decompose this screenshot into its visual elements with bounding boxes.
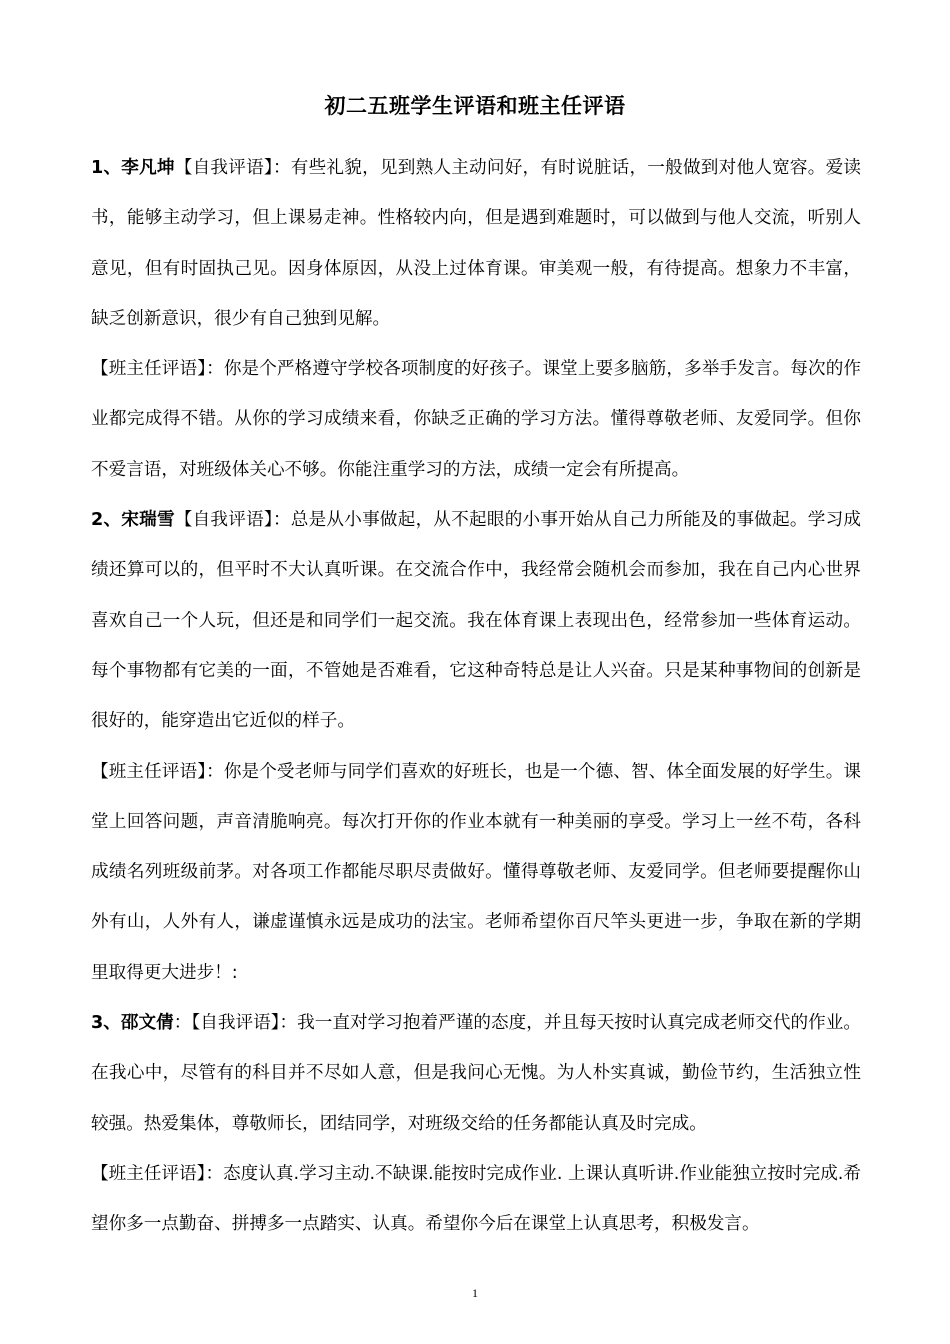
page-title: 初二五班学生评语和班主任评语 bbox=[324, 94, 626, 118]
entry-3-student-name: 3、邵文倩 bbox=[91, 1013, 174, 1034]
entry-1-self-label: 【自我评语】 bbox=[174, 158, 273, 178]
entry-2-self-text: ：总是从小事做起，从不起眼的小事开始从自己力所能及的事做起。学习成绩还算可以的，但平时不大认真听课。在交流合作中，我经常会随机会而参加，我在自己内心世界喜欢自己一个人玩，但还是和同学们一起交流。我在体育课上表现出色，经常参加一些体育运动。每个事物都有它美的一面，不管她是否难看，它这种奇特总是让人兴奋。只是某种事物间的创新是很好的，能穿造出它近似的样子。 bbox=[91, 510, 861, 732]
entry-1-teacher-label: 【班主任评语】 bbox=[91, 359, 207, 380]
entry-3-self-evaluation bbox=[91, 998, 861, 1149]
page-number: 1 bbox=[472, 1286, 478, 1300]
entry-2-teacher-text: ：你是个受老师与同学们喜欢的好班长，也是一个德、智、体全面发展的好学生。课堂上回答问题，声音清脆响亮。每次打开你的作业本就有一种美丽的享受。学习上一丝不苟，各科成绩名列班级前茅。对各项工作都能尽职尽责做好。懂得尊敬老师、友爱同学。但老师要提醒你山外有山，人外有人，谦虚谨慎永远是成功的法宝。老师希望你百尺竿头更进一步，争取在新的学期里取得更大进步！: bbox=[91, 761, 861, 983]
entry-3-teacher-evaluation bbox=[91, 1149, 861, 1250]
entry-1-teacher-evaluation bbox=[91, 344, 861, 495]
entry-3-separator: ： bbox=[173, 1013, 192, 1034]
entry-3-self-text: ：我一直对学习抱着严谨的态度，并且每天按时认真完成老师交代的作业。在我心中，尽管有的科目并不尽如人意，但是我问心无愧。为人朴实真诚，勤俭节约，生活独立性较强。热爱集体，尊敬师长，团结同学，对班级交给的任务都能认真及时完成。 bbox=[91, 1013, 861, 1134]
entry-1-student-name: 1、李凡坤 bbox=[91, 158, 175, 178]
entry-1-teacher-text: ：你是个严格遵守学校各项制度的好孩子。课堂上要多脑筋，多举手发言。每次的作业都完成得不错。从你的学习成绩来看，你缺乏正确的学习方法。懂得尊敬老师、友爱同学。但你不爱言语，对班级体关心不够。你能注重学习的方法，成绩一定会有所提高。 bbox=[91, 359, 861, 480]
entry-2-self-evaluation bbox=[91, 495, 861, 746]
entry-1-self-text: ：有些礼貌，见到熟人主动问好，有时说脏话，一般做到对他人宽容。爱读书，能够主动学习，但上课易走神。性格较内向，但是遇到难题时，可以做到与他人交流，听别人意见，但有时固执己见。因身体原因，从没上过体育课。审美观一般，有待提高。想象力不丰富，缺乏创新意识，很少有自己独到见解。 bbox=[91, 158, 861, 329]
entry-2-teacher-evaluation bbox=[91, 747, 861, 998]
entry-3-teacher-text: ：态度认真.学习主动.不缺课.能按时完成作业. 上课认真听讲.作业能独立按时完成.希望你多一点勤奋、拼搏多一点踏实、认真。希望你今后在课堂上认真思考，积极发言。 bbox=[91, 1163, 861, 1235]
entry-2-self-label: 【自我评语】 bbox=[174, 510, 273, 531]
document-body bbox=[91, 143, 861, 1250]
entry-3-self-label: 【自我评语】 bbox=[191, 1013, 280, 1034]
entry-2-teacher-label: 【班主任评语】 bbox=[91, 761, 207, 782]
entry-3-teacher-label: 【班主任评语】 bbox=[91, 1163, 206, 1184]
entry-2-student-name: 2、宋瑞雪 bbox=[91, 510, 175, 531]
entry-1-self-evaluation bbox=[91, 143, 861, 344]
